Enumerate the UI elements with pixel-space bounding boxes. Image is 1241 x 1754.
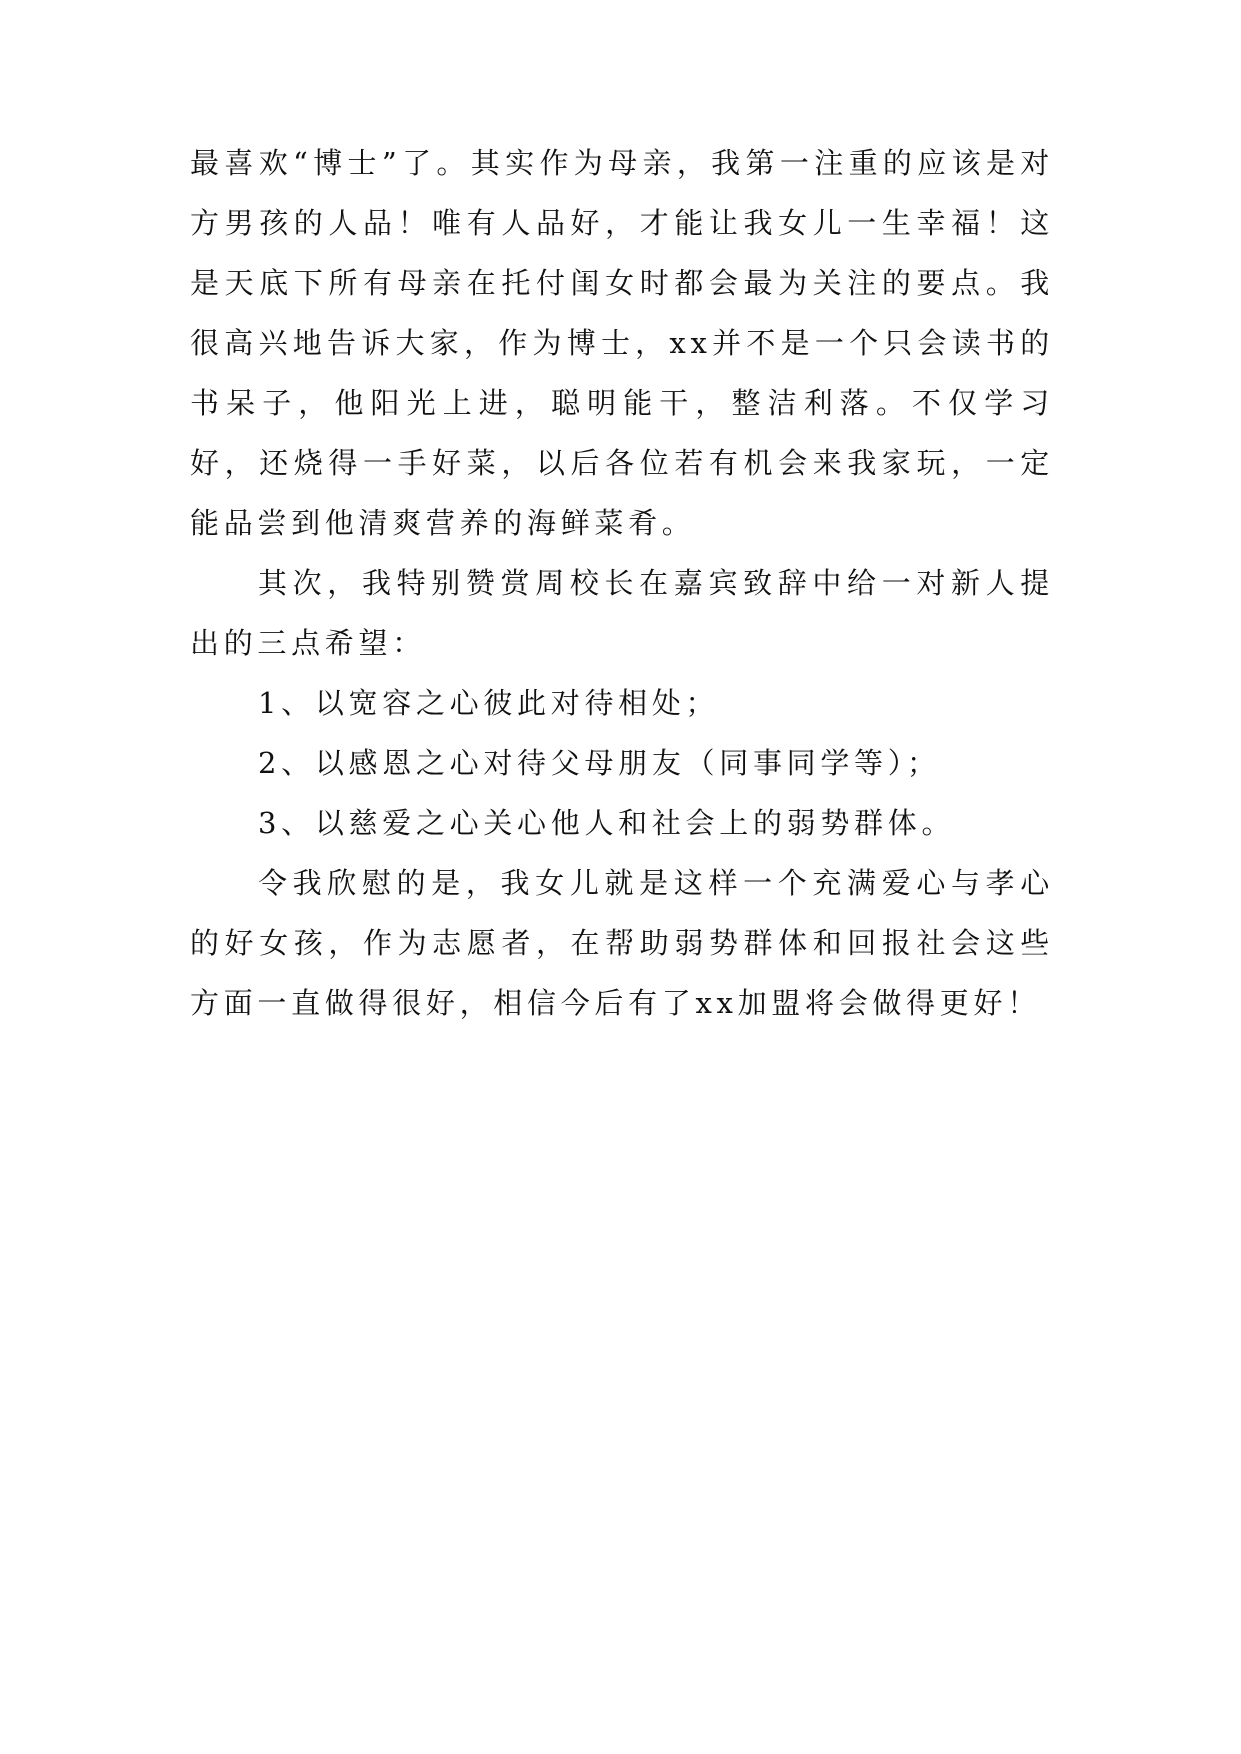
list-item-hope-2: 2、以感恩之心对待父母朋友（同事同学等）； xyxy=(258,746,941,780)
paragraph-hopes-intro: 其次，我特别赞赏周校长在嘉宾致辞中给一对新人提出的三点希望： xyxy=(190,566,1054,660)
list-item-hope-3: 3、以慈爱之心关心他人和社会上的弱势群体。 xyxy=(258,806,956,840)
document-body xyxy=(190,133,1054,1033)
paragraph-continuation: 最喜欢“博士”了。其实作为母亲，我第一注重的应该是对方男孩的人品！唯有人品好，才能让我女儿一生幸福！这是天底下所有母亲在托付闺女时都会最为关注的要点。我很高兴地告诉大家，作为博士，xx并不是一个只会读书的书呆子，他阳光上进，聪明能干，整洁利落。不仅学习好，还烧得一手好菜，以后各位若有机会来我家玩，一定能品尝到他清爽营养的海鲜菜肴。 xyxy=(190,146,1054,540)
paragraph-closing: 令我欣慰的是，我女儿就是这样一个充满爱心与孝心的好女孩，作为志愿者，在帮助弱势群体和回报社会这些方面一直做得很好，相信今后有了xx加盟将会做得更好！ xyxy=(190,866,1054,1020)
list-item-hope-1: 1、以宽容之心彼此对待相处； xyxy=(258,686,720,720)
